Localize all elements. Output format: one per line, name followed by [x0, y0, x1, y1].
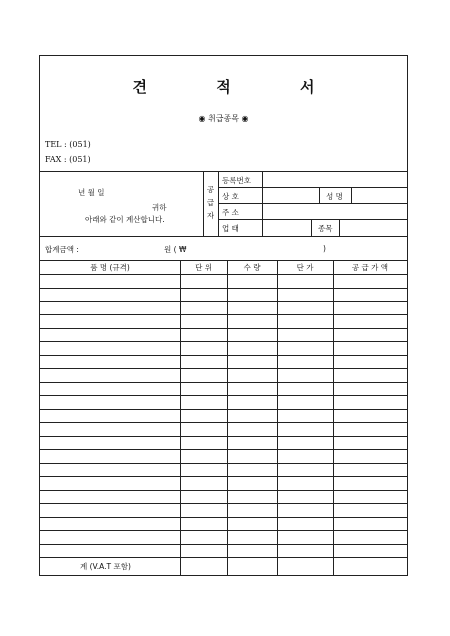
table-row	[40, 463, 407, 464]
company-name-label: 상 호	[222, 192, 239, 201]
date-line: 년 월 일	[78, 188, 105, 197]
supplier-label: 공급자	[206, 185, 215, 220]
business-type-label: 업 태	[222, 224, 239, 233]
total-close-paren: )	[323, 244, 326, 253]
table-row	[40, 328, 407, 329]
business-items-label: ◉ 취급종목 ◉	[198, 114, 249, 123]
document-title: 견 적 서	[132, 78, 347, 96]
table-row	[40, 395, 407, 396]
table-row	[40, 382, 407, 383]
table-row	[40, 422, 407, 423]
header-divider	[40, 171, 407, 172]
column-header-quantity: 수 량	[243, 263, 261, 272]
table-row	[40, 341, 407, 342]
table-row	[40, 314, 407, 315]
table-row	[40, 436, 407, 437]
table-row	[40, 355, 407, 356]
tel-field: TEL : (051)	[45, 140, 91, 149]
table-row	[40, 544, 407, 545]
total-amount-label: 합계금액 :	[45, 245, 79, 254]
table-row	[40, 409, 407, 410]
table-row	[40, 274, 407, 275]
won-currency-label: 원 ( ₩	[164, 245, 187, 254]
table-row	[40, 517, 407, 518]
table-row	[40, 449, 407, 450]
table-row	[40, 288, 407, 289]
column-header-unit-price: 단 가	[296, 263, 314, 272]
business-item-label: 종목	[318, 224, 333, 233]
estimate-form	[39, 55, 408, 576]
table-row	[40, 301, 407, 302]
table-row	[40, 503, 407, 504]
table-row	[40, 368, 407, 369]
calculation-message: 아래와 같이 계산합니다.	[85, 215, 165, 224]
column-header-unit: 단 위	[195, 263, 212, 272]
representative-name-label: 성 명	[326, 192, 343, 201]
fax-field: FAX : (051)	[45, 155, 91, 164]
column-header-item: 품 명 (규격)	[90, 263, 130, 272]
total-vat-included-label: 계 (V.A.T 포함)	[80, 562, 131, 571]
table-row	[40, 490, 407, 491]
address-label: 주 소	[222, 208, 239, 217]
table-row	[40, 557, 407, 558]
column-header-supply-amount: 공 급 가 액	[351, 263, 389, 272]
table-row	[40, 476, 407, 477]
table-row	[40, 530, 407, 531]
registration-number-label: 등록번호	[222, 176, 251, 185]
honorific-label: 귀하	[152, 203, 167, 212]
